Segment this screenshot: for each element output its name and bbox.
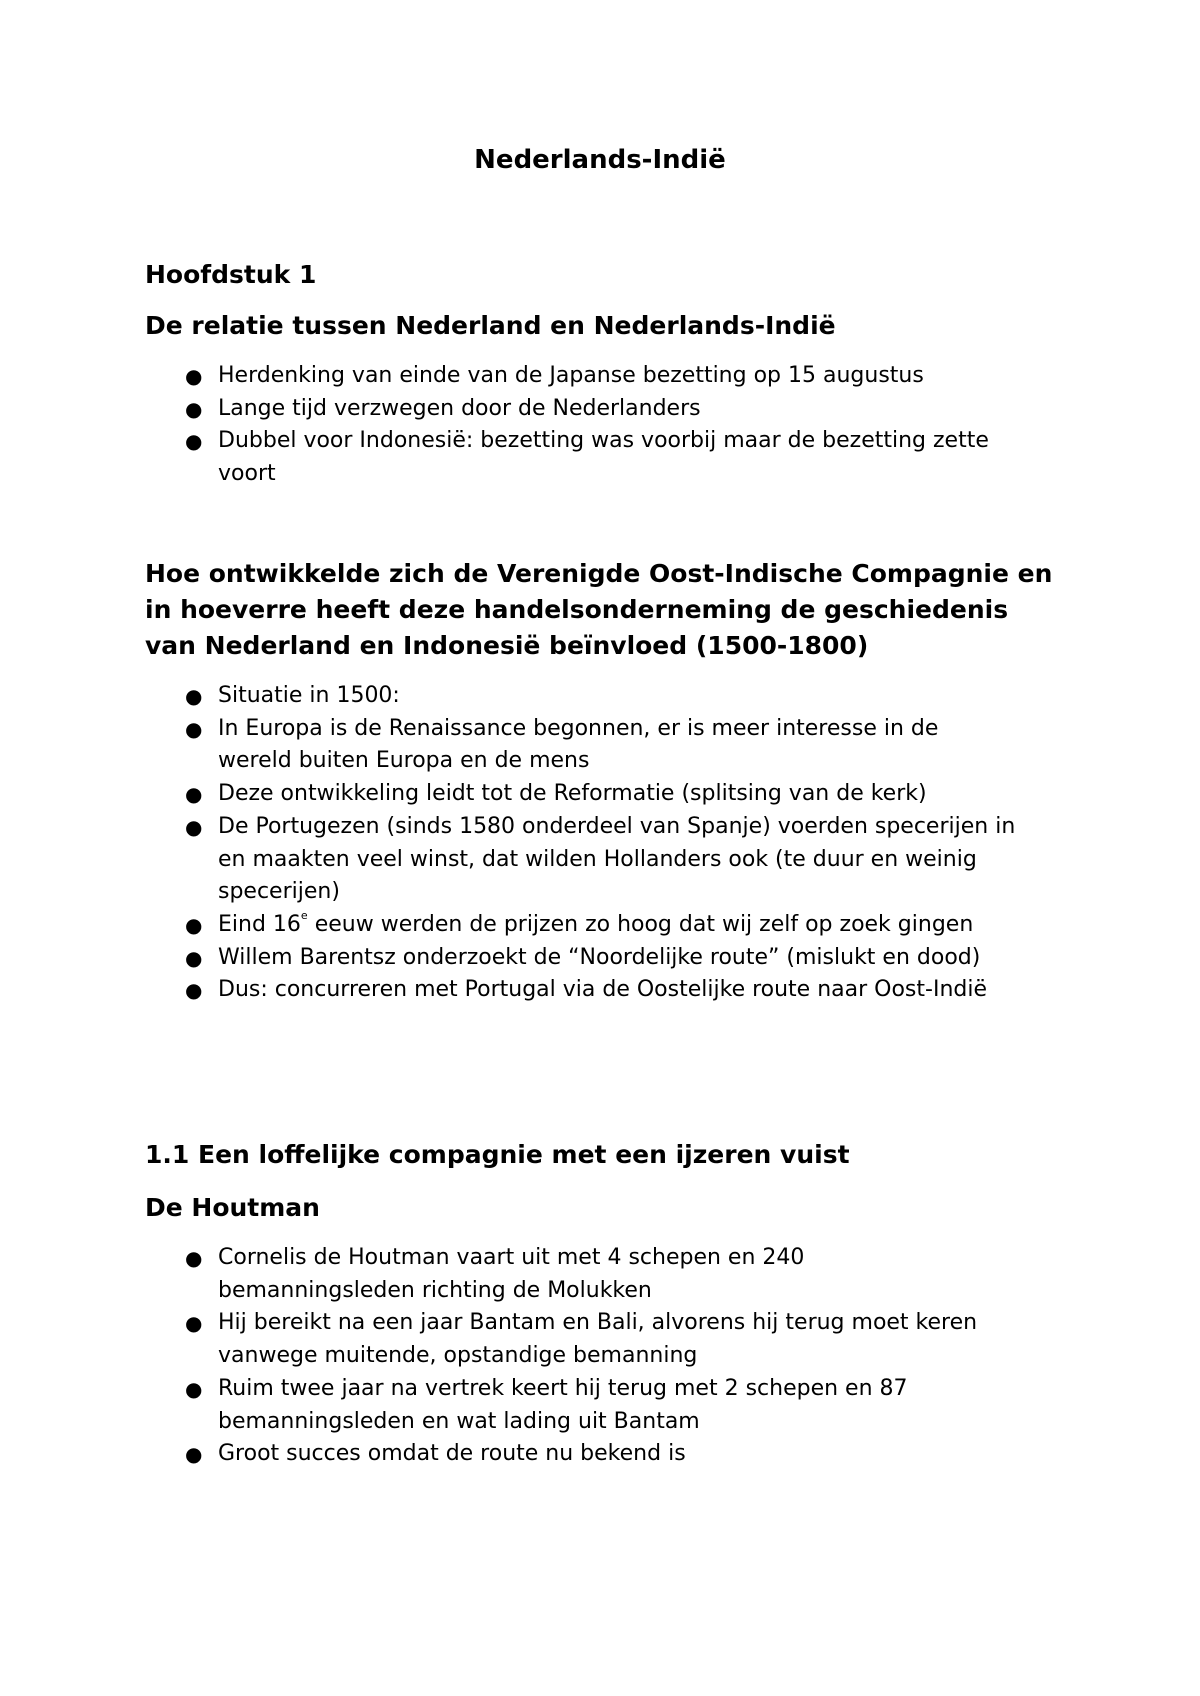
document-title: Nederlands-Indië xyxy=(474,145,726,175)
bullet-icon: ● xyxy=(185,782,203,807)
bullet-icon: ● xyxy=(185,396,203,421)
list-item-text: Deze ontwikkeling leidt tot de Reformatie (splitsing van de kerk) xyxy=(218,781,927,807)
list-item xyxy=(145,909,1065,942)
bullet-icon: ● xyxy=(185,1246,203,1270)
list-item-text: Herdenking van einde van de Japanse bezetting op 15 augustus xyxy=(218,363,924,388)
list-item xyxy=(145,680,1065,713)
list-item-text: Willem Barentsz onderzoekt de “Noordelijke route” (mislukt en dood) xyxy=(218,944,981,970)
section-relatie xyxy=(145,308,1065,491)
bullet-icon: ● xyxy=(185,1376,203,1401)
section-subheading: De Houtman xyxy=(145,1193,320,1222)
list-item-text: eeuw werden de prijzen zo hoog dat wij zelf op zoek gingen xyxy=(307,911,974,937)
list-item-text: Dus: concurreren met Portugal via de Oostelijke route naar Oost-Indië xyxy=(218,977,988,1003)
bullet-icon: ● xyxy=(185,429,203,454)
bullet-icon: ● xyxy=(185,978,203,1003)
bullet-list xyxy=(145,360,1065,491)
bullet-icon: ● xyxy=(185,1442,203,1467)
list-item xyxy=(145,1242,938,1307)
bullet-icon: ● xyxy=(185,716,203,741)
list-item xyxy=(145,974,1018,1007)
list-item xyxy=(145,393,1065,426)
list-item-text: In Europa is de Renaissance begonnen, er is meer interesse in de wereld buiten Europa en de mens xyxy=(218,715,939,774)
list-item-text: Situatie in 1500: xyxy=(218,683,400,708)
bullet-icon: ● xyxy=(185,1311,203,1336)
bullet-icon: ● xyxy=(185,814,203,839)
list-item-text: Hij bereikt na een jaar Bantam en Bali, alvorens hij terug moet keren vanwege muitende, opstandige bemanning xyxy=(218,1310,978,1369)
section-compagnie xyxy=(145,1137,1065,1471)
list-item-text: Groot succes omdat de route nu bekend is xyxy=(218,1441,686,1467)
list-item xyxy=(145,425,998,490)
list-item xyxy=(145,1373,1008,1438)
list-item xyxy=(145,713,1018,778)
list-item xyxy=(145,778,1065,811)
list-item-text: Ruim twee jaar na vertrek keert hij terug met 2 schepen en 87 bemanningsleden en wat lading uit Bantam xyxy=(218,1375,908,1434)
list-item xyxy=(145,811,1038,909)
list-item-text: De Portugezen (sinds 1580 onderdeel van Spanje) voerden specerijen in en maakten veel winst, dat wilden Hollanders ook (te duur en weinig specerijen) xyxy=(218,813,1016,905)
bullet-icon: ● xyxy=(185,945,203,970)
bullet-list xyxy=(145,1242,1065,1471)
bullet-icon: ● xyxy=(185,364,203,388)
list-item xyxy=(145,942,1065,975)
list-item-text: Eind 16 xyxy=(218,911,301,937)
list-item xyxy=(145,360,1065,393)
section-heading: 1.1 Een loffelijke compagnie met een ijzeren vuist xyxy=(145,1140,850,1169)
superscript: e xyxy=(300,908,308,922)
section-voc xyxy=(145,556,1065,1007)
section-heading: Hoe ontwikkelde zich de Verenigde Oost-Indische Compagnie en in hoeverre heeft deze handelsonderneming de geschiedenis van Nederland en Indonesië beïnvloed (1500-1800) xyxy=(145,559,1053,660)
bullet-icon: ● xyxy=(185,684,203,708)
bullet-icon: ● xyxy=(185,912,203,937)
section-heading: De relatie tussen Nederland en Nederlands-Indië xyxy=(145,311,836,340)
chapter-heading: Hoofdstuk 1 xyxy=(145,260,317,289)
list-item-text: Cornelis de Houtman vaart uit met 4 schepen en 240 bemanningsleden richting de Molukken xyxy=(218,1245,805,1303)
list-item xyxy=(145,1307,1058,1372)
list-item xyxy=(145,1438,1065,1471)
bullet-list xyxy=(145,680,1065,1007)
list-item-text: Lange tijd verzwegen door de Nederlanders xyxy=(218,395,701,421)
list-item-text: Dubbel voor Indonesië: bezetting was voorbij maar de bezetting zette voort xyxy=(218,428,989,487)
